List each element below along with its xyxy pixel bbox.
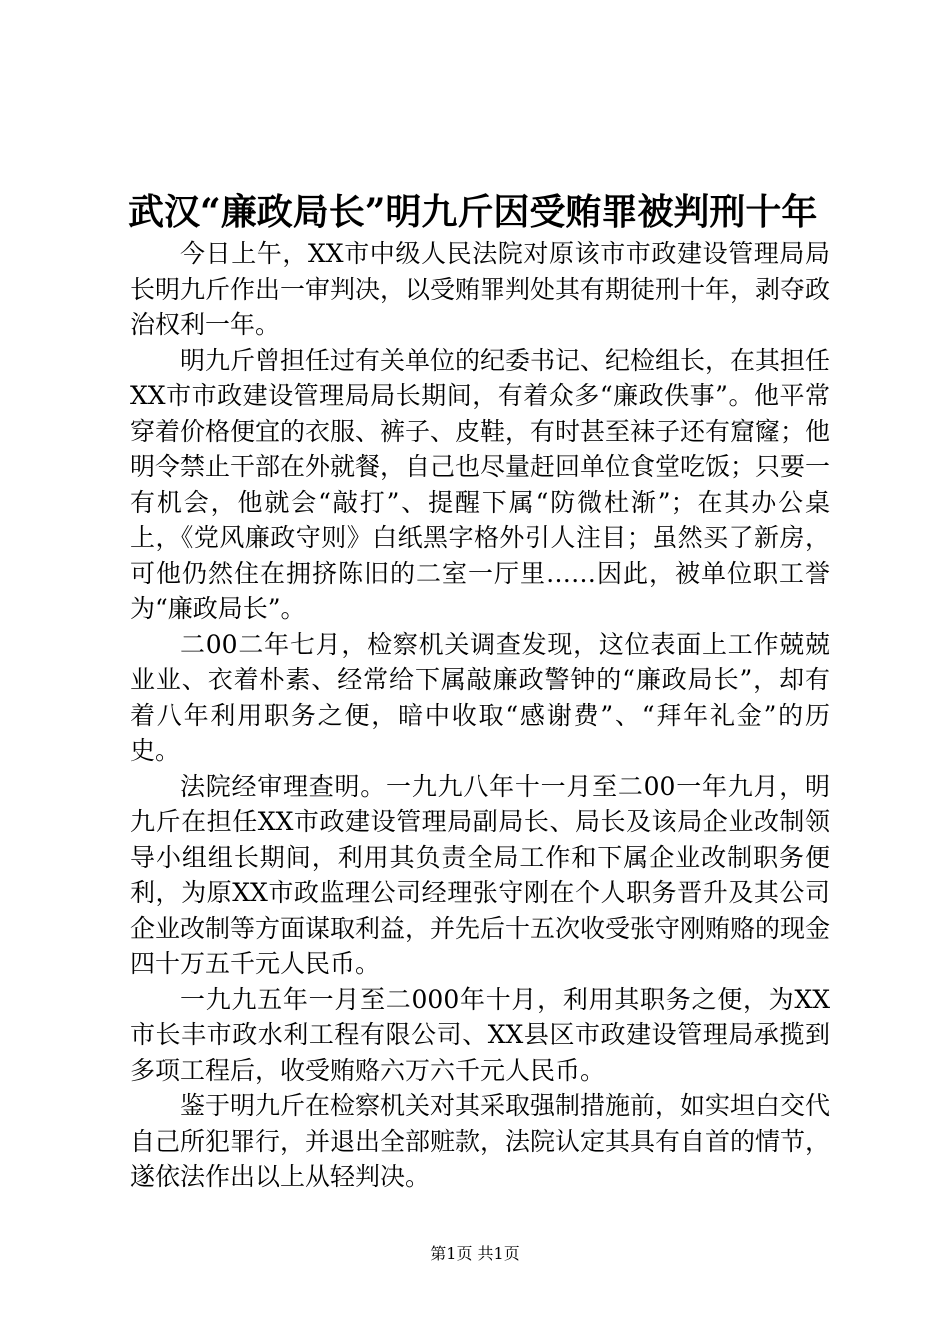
paragraph: 鉴于明九斤在检察机关对其采取强制措施前，如实坦白交代自己所犯罪行，并退出全部赃款，法院认定其具有自首的情节，遂依法作出以上从轻判决。 (130, 1091, 831, 1191)
paragraph: 一九九五年一月至二000年十月，利用其职务之便，为XX市长丰市政水利工程有限公司、XX县区市政建设管理局承揽到多项工程后，收受贿赂六万六千元人民币。 (130, 984, 830, 1085)
page-footer: 第1页 共1页 (430, 1244, 520, 1263)
document-body (130, 236, 830, 1195)
paragraph: 明九斤曾担任过有关单位的纪委书记、纪检组长，在其担任XX市市政建设管理局局长期间，有着众多“廉政佚事”。他平常穿着价格便宜的衣服、裤子、皮鞋，有时甚至袜子还有窟窿；他明令禁止干部在外就餐，自己也尽量赶回单位食堂吃饭；只要一有机会，他就会“敲打”、提醒下属“防微杜渐”；在其办公桌上，《党风廉政守则》白纸黑字格外引人注目；虽然买了新房，可他仍然住在拥挤陈旧的二室一厅里……因此，被单位职工誉为“廉政局长”。 (130, 345, 831, 623)
paragraph: 二00二年七月，检察机关调查发现，这位表面上工作兢兢业业、衣着朴素、经常给下属敲廉政警钟的“廉政局长”，却有着八年利用职务之便，暗中收取“感谢费”、“拜年礼金”的历史。 (130, 629, 830, 765)
document-title: 武汉“廉政局长”明九斤因受贿罪被判刑十年 (128, 191, 818, 233)
paragraph: 今日上午，XX市中级人民法院对原该市市政建设管理局局长明九斤作出一审判决，以受贿罪判处其有期徒刑十年，剥夺政治权利一年。 (130, 239, 831, 339)
paragraph: 法院经审理查明。一九九八年十一月至二00一年九月，明九斤在担任XX市政建设管理局副局长、局长及该局企业改制领导小组组长期间，利用其负责全局工作和下属企业改制职务便利，为原XX市政监理公司经理张守刚在个人职务晋升及其公司企业改制等方面谋取利益，并先后十五次收受张守刚贿赂的现金四十万五千元人民币。 (130, 771, 831, 978)
